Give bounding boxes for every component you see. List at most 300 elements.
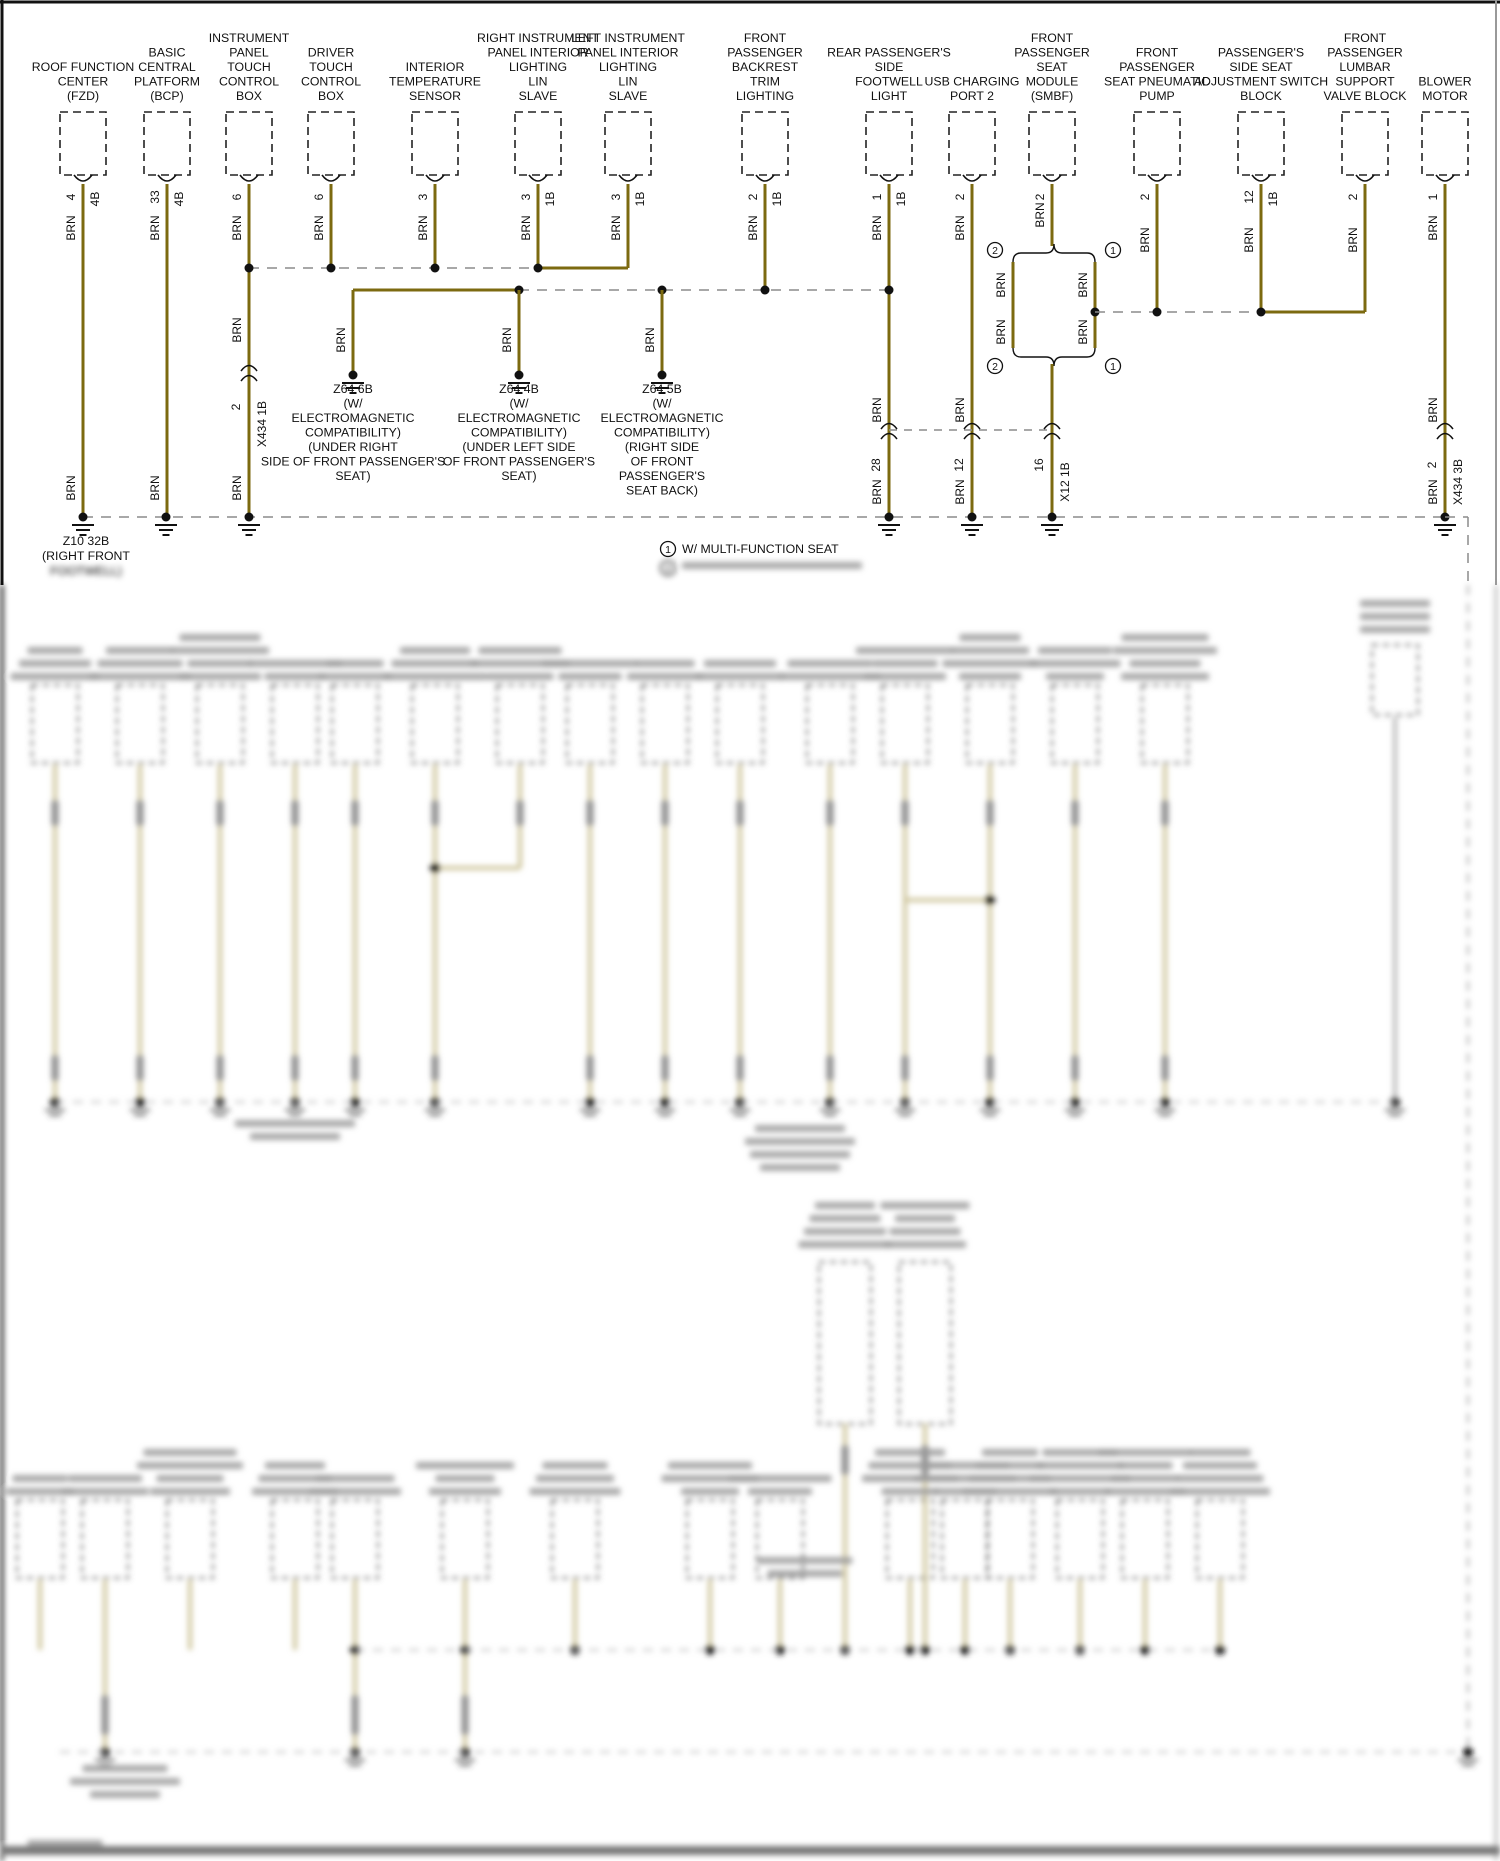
blurred-text xyxy=(760,1164,840,1171)
pin-number: 12 xyxy=(1242,190,1256,204)
blurred-text xyxy=(180,634,261,641)
blurred-connector-mark xyxy=(292,800,299,826)
component-box xyxy=(882,685,928,763)
ground-label-z64-6b: Z64 6B xyxy=(333,382,373,396)
blurred-text xyxy=(559,673,622,680)
component-label: FOOTWELL xyxy=(855,74,923,89)
blurred-text xyxy=(392,660,479,667)
blurred-text xyxy=(179,673,261,680)
component-label: (BCP) xyxy=(150,89,184,103)
blurred-text xyxy=(815,1202,875,1209)
inline-pin-number: 28 xyxy=(869,458,883,472)
component-label: USB CHARGING xyxy=(924,74,1020,89)
component-label: BACKREST xyxy=(731,60,799,74)
blurred-text xyxy=(704,660,776,667)
variant-number: 2 xyxy=(665,562,671,575)
connector-bump-icon xyxy=(1252,175,1270,181)
blurred-text xyxy=(1360,626,1430,633)
inline-connector-name: X12 1B xyxy=(1058,462,1072,502)
blurred-text xyxy=(106,647,174,654)
pin-number: 6 xyxy=(230,193,244,201)
blurred-text xyxy=(13,1475,68,1482)
component-left-lin xyxy=(571,31,685,268)
ground-symbol xyxy=(1434,513,1456,536)
blurred-text xyxy=(487,673,554,680)
blurred-connector-mark xyxy=(662,800,669,826)
component-box xyxy=(757,1500,803,1578)
wire-color-label: BRN xyxy=(870,479,884,505)
component-box xyxy=(412,685,458,763)
component-label: MOTOR xyxy=(1422,89,1468,103)
ground-label-z64-4b: (W/ xyxy=(509,396,529,411)
blurred-text xyxy=(755,1125,845,1132)
blurred-text xyxy=(416,1462,514,1469)
component-label: BASIC xyxy=(148,45,186,60)
blurred-text xyxy=(758,1557,853,1564)
blurred-text xyxy=(1118,1462,1173,1469)
component-label: PASSENGER xyxy=(727,45,803,60)
connector-label: 1B xyxy=(1266,191,1280,207)
page-bottom-edge xyxy=(0,1846,1500,1855)
component-box xyxy=(967,685,1013,763)
component-footwell-light xyxy=(827,46,951,518)
ground-label-z64-4b: (UNDER LEFT SIDE xyxy=(462,440,576,454)
ground-symbol xyxy=(155,513,177,536)
component-label: SLAVE xyxy=(518,89,558,103)
blurred-text xyxy=(1122,634,1209,641)
component-label: INTERIOR xyxy=(405,60,465,74)
variant-number: 2 xyxy=(992,360,998,373)
inline-pin-number: 12 xyxy=(952,458,966,472)
wire-color-label: BRN xyxy=(64,215,78,241)
blurred-connector-mark xyxy=(432,800,439,826)
blurred-text xyxy=(1098,1449,1192,1456)
ground-label-z10-32b: Z10 32B xyxy=(62,534,110,548)
component-label: LUMBAR xyxy=(1339,60,1391,74)
blurred-text xyxy=(318,673,392,680)
blurred-connector-mark xyxy=(1072,800,1079,826)
blurred-text xyxy=(137,1462,243,1469)
blurred-connector-mark xyxy=(587,800,594,826)
blurred-text xyxy=(890,1228,961,1235)
component-box xyxy=(1342,112,1388,175)
component-label: TOUCH xyxy=(227,60,271,74)
component-box xyxy=(144,112,190,175)
component-label: PLATFORM xyxy=(133,74,201,89)
brace-icon xyxy=(1013,348,1095,366)
ground-label-z64-5b: Z64 5B xyxy=(642,382,682,396)
blurred-connector-mark xyxy=(902,800,909,826)
component-label: CONTROL xyxy=(218,74,280,89)
blurred-text xyxy=(1049,1488,1111,1495)
blurred-text xyxy=(28,1840,103,1847)
blurred-text xyxy=(530,1488,621,1495)
component-box xyxy=(442,1500,488,1578)
junction-dot xyxy=(162,513,171,522)
blurred-connector-mark xyxy=(352,1055,359,1081)
component-right-lin xyxy=(477,31,600,268)
component-box xyxy=(197,685,243,763)
inline-connector-name: X434 1B xyxy=(255,400,269,448)
connector-bump-icon xyxy=(158,175,176,181)
blurred-connector-mark xyxy=(217,800,224,826)
blurred-text xyxy=(799,1241,892,1248)
connector-bump-icon xyxy=(74,175,92,181)
component-label: RIGHT INSTRUMENT xyxy=(476,31,600,45)
connector-bump-icon xyxy=(322,175,340,181)
blurred-text xyxy=(976,1462,1045,1469)
blurred-text xyxy=(729,1475,832,1482)
component-box xyxy=(1238,112,1284,175)
blurred-text xyxy=(400,647,470,654)
connector-label: 4B xyxy=(88,191,102,207)
ground-label-z64-4b: COMPATIBILITY) xyxy=(471,425,567,440)
component-box xyxy=(552,1500,598,1578)
blurred-text xyxy=(19,660,91,667)
component-box xyxy=(1197,1500,1243,1578)
component-label: PANEL xyxy=(229,45,269,60)
component-label: PASSENGER'S xyxy=(1217,45,1305,60)
blurred-text xyxy=(875,1449,945,1456)
blurred-connector-mark xyxy=(587,1055,594,1081)
blurred-text xyxy=(627,673,703,680)
component-box xyxy=(717,685,763,763)
component-label: CENTER xyxy=(57,74,109,89)
blurred-text xyxy=(1036,1462,1124,1469)
component-box xyxy=(1142,685,1188,763)
component-box xyxy=(1029,112,1075,175)
ground-label-z64-5b: OF FRONT xyxy=(630,454,694,469)
connector-bump-icon xyxy=(1148,175,1166,181)
component-label: MODULE xyxy=(1025,74,1079,89)
ground-symbol xyxy=(961,513,983,536)
blurred-connector-mark xyxy=(827,800,834,826)
component-box xyxy=(1422,112,1468,175)
wire-color-label: BRN xyxy=(994,272,1008,298)
blurred-text xyxy=(895,1215,955,1222)
blurred-text xyxy=(856,647,954,654)
blurred-text xyxy=(768,1570,843,1577)
blurred-connector-mark xyxy=(462,1695,469,1735)
junction-dot xyxy=(79,513,88,522)
blurred-text xyxy=(1130,660,1201,667)
blurred-text xyxy=(1121,673,1209,680)
junction-dot xyxy=(534,264,543,273)
ground-label-z64-6b: (UNDER RIGHT xyxy=(308,440,398,454)
ground-symbol xyxy=(878,513,900,536)
blurred-text xyxy=(429,1488,501,1495)
ground-symbol xyxy=(238,513,260,536)
blurred-connector-mark xyxy=(137,800,144,826)
component-label: LEFT INSTRUMENT xyxy=(571,31,685,45)
component-box xyxy=(1134,112,1180,175)
component-box xyxy=(687,1500,733,1578)
component-label: FRONT xyxy=(1343,31,1387,45)
junction-dot xyxy=(761,286,770,295)
wire-color-label: BRN xyxy=(994,319,1008,345)
wire-color-label: BRN xyxy=(64,475,78,501)
blurred-text xyxy=(1170,1488,1270,1495)
component-label: LIGHT xyxy=(870,89,908,103)
blurred-text xyxy=(144,1449,237,1456)
component-label: PANEL INTERIOR xyxy=(577,45,679,60)
component-label: LIGHTING xyxy=(598,60,658,74)
ground-label-z64-6b: COMPATIBILITY) xyxy=(305,425,401,440)
blurred-text xyxy=(542,660,638,667)
component-bcp xyxy=(134,46,200,518)
component-label: SLAVE xyxy=(608,89,648,103)
blurred-connector-mark xyxy=(517,800,524,826)
connector-label: 1B xyxy=(894,191,908,207)
variant-marker-2 xyxy=(661,561,676,576)
blurred-connector-mark xyxy=(987,800,994,826)
component-box xyxy=(942,1500,988,1578)
component-label: (FZD) xyxy=(66,89,100,103)
blurred-text xyxy=(696,673,785,680)
junction-dot xyxy=(431,264,440,273)
ground-label-z64-4b: SEAT) xyxy=(501,469,537,483)
junction-dot xyxy=(1257,308,1266,317)
component-label: SEAT xyxy=(1036,60,1068,74)
connector-bump-icon xyxy=(619,175,637,181)
blurred-text xyxy=(951,647,1029,654)
component-label: ROOF FUNCTION xyxy=(31,60,135,74)
component-box xyxy=(167,1500,213,1578)
component-label: CONTROL xyxy=(300,74,362,89)
component-label: SEAT PNEUMATIC xyxy=(1104,74,1210,89)
blurred-text xyxy=(1183,1462,1257,1469)
component-smbf xyxy=(1014,31,1090,246)
ground-symbol xyxy=(72,513,94,536)
pin-number: 2 xyxy=(746,193,760,201)
blurred-text xyxy=(543,1462,608,1469)
blurred-connector-mark xyxy=(842,1445,849,1475)
blurred-text xyxy=(960,634,1021,641)
junction-dot xyxy=(985,895,995,905)
component-label: SIDE xyxy=(874,60,904,74)
blurred-text xyxy=(316,1475,395,1482)
blurred-connector-mark xyxy=(662,1055,669,1081)
blurred-connector-mark xyxy=(432,1055,439,1081)
blurred-text xyxy=(250,1133,340,1140)
ground-label-z64-4b: OF FRONT PASSENGER'S xyxy=(442,454,596,469)
blurred-text xyxy=(265,1462,325,1469)
wire-color-label: BRN xyxy=(230,215,244,241)
component-label: VALVE BLOCK xyxy=(1323,89,1407,103)
wire-color-label: BRN xyxy=(1426,479,1440,505)
variant-marker-1 xyxy=(1106,359,1121,374)
pin-number: 33 xyxy=(148,190,162,204)
blurred-text xyxy=(11,673,100,680)
component-driver-touch xyxy=(301,46,361,269)
component-lumbar-valve xyxy=(1324,31,1408,312)
inline-pin-number: 2 xyxy=(229,403,243,411)
inline-pin-number: 16 xyxy=(1032,458,1046,472)
component-box xyxy=(272,685,318,763)
component-box xyxy=(807,685,853,763)
component-label: SIDE SEAT xyxy=(1229,60,1293,74)
inline-pin-number: 2 xyxy=(1425,461,1439,469)
blurred-connector-mark xyxy=(737,1055,744,1081)
blurred-text xyxy=(873,660,938,667)
blurred-text xyxy=(536,1475,614,1482)
blurred-text xyxy=(28,647,83,654)
blurred-text xyxy=(68,1475,142,1482)
blurred-text xyxy=(150,1488,230,1495)
blurred-text xyxy=(157,1475,224,1482)
component-box xyxy=(497,685,543,763)
blurred-text xyxy=(682,562,862,569)
ground-label-z64-5b: (RIGHT SIDE xyxy=(624,440,700,454)
blurred-connector-mark xyxy=(1162,800,1169,826)
component-box xyxy=(82,1500,128,1578)
junction-dot xyxy=(245,264,254,273)
junction-dot xyxy=(658,371,667,380)
connector-bump-icon xyxy=(240,175,258,181)
component-label: INSTRUMENT xyxy=(208,31,290,45)
variant-marker-1 xyxy=(1106,243,1121,258)
blurred-text xyxy=(62,1488,149,1495)
blurred-text xyxy=(1190,1449,1251,1456)
connector-label: 1B xyxy=(770,191,784,207)
blurred-text xyxy=(1046,673,1104,680)
wire-color-label: BRN xyxy=(1076,272,1090,298)
junction-dot xyxy=(885,513,894,522)
ground-label-z64-5b: COMPATIBILITY) xyxy=(614,425,710,440)
component-label: FRONT xyxy=(1030,31,1074,45)
junction-dot xyxy=(430,863,440,873)
component-box xyxy=(17,1500,63,1578)
ground-label-z64-6b: (W/ xyxy=(343,396,363,411)
component-box xyxy=(412,112,458,175)
blurred-text xyxy=(83,1765,168,1772)
component-box xyxy=(332,685,378,763)
blurred-connector-mark xyxy=(987,1055,994,1081)
wire-color-label: BRN xyxy=(953,397,967,423)
component-box xyxy=(567,685,613,763)
blurred-connector-mark xyxy=(52,1055,59,1081)
blurred-connector-mark xyxy=(217,1055,224,1081)
pin-number: 2 xyxy=(1033,193,1047,201)
pin-number: 1 xyxy=(870,193,884,201)
wire-color-label: BRN xyxy=(500,327,514,353)
wire-color-label: BRN xyxy=(953,215,967,241)
blurred-text xyxy=(982,1449,1038,1456)
pin-number: 2 xyxy=(1138,193,1152,201)
wire-color-label: BRN xyxy=(519,215,533,241)
component-label: REAR PASSENGER'S xyxy=(827,45,951,60)
component-label: TEMPERATURE xyxy=(388,74,482,89)
ground-label-z64-5b: ELECTROMAGNETIC xyxy=(600,411,724,425)
blurred-text xyxy=(681,1488,739,1495)
component-box xyxy=(642,685,688,763)
variant-marker-2 xyxy=(988,243,1003,258)
connector-bump-icon xyxy=(1043,175,1061,181)
blurred-text xyxy=(959,673,1021,680)
pin-number: 3 xyxy=(609,193,623,201)
component-label: PASSENGER xyxy=(1327,45,1403,60)
blurred-text xyxy=(1030,660,1121,667)
component-label: PUMP xyxy=(1139,89,1175,103)
junction-dot xyxy=(885,286,894,295)
junction-dot xyxy=(1463,1747,1473,1757)
wire-color-label: BRN xyxy=(334,327,348,353)
diagram-top-section xyxy=(0,0,1500,585)
junction-dot xyxy=(349,371,358,380)
component-label: LIN xyxy=(618,74,638,89)
component-label: BLOWER xyxy=(1418,74,1472,89)
blurred-text xyxy=(750,1151,850,1158)
wire-color-label: BRN xyxy=(953,479,967,505)
ground-label-z64-6b: SIDE OF FRONT PASSENGER'S xyxy=(260,454,446,469)
wire-color-label: BRN xyxy=(643,327,657,353)
ground-label-z64-6b: SEAT) xyxy=(335,469,371,483)
ground-label-z10-32b: FOOTWELL) xyxy=(50,564,122,578)
blurred-text xyxy=(636,660,695,667)
wire-color-label: BRN xyxy=(1138,227,1152,253)
pin-number: 6 xyxy=(312,193,326,201)
component-box xyxy=(308,112,354,175)
component-int-temp xyxy=(389,60,481,268)
junction-dot xyxy=(968,513,977,522)
ground-symbol xyxy=(1041,513,1063,536)
blurred-text xyxy=(98,660,183,667)
blurred-text xyxy=(788,660,873,667)
wire-color-label: BRN xyxy=(1346,227,1360,253)
component-box xyxy=(332,1500,378,1578)
component-box xyxy=(605,112,651,175)
blurred-connector-mark xyxy=(52,800,59,826)
blurred-connector-mark xyxy=(102,1695,109,1735)
variant-number: 1 xyxy=(665,543,671,556)
component-box xyxy=(1057,1500,1103,1578)
blurred-text xyxy=(1113,647,1217,654)
component-label: FRONT xyxy=(743,31,787,45)
ground-label-z64-5b: SEAT BACK) xyxy=(626,483,698,498)
wire-color-label: BRN xyxy=(416,215,430,241)
wire-color-label: BRN xyxy=(870,215,884,241)
component-label: DRIVER xyxy=(307,45,355,60)
variant-marker-2 xyxy=(988,359,1003,374)
variant-number: 1 xyxy=(1110,360,1116,373)
component-box xyxy=(742,112,788,175)
blurred-connector-mark xyxy=(737,800,744,826)
blurred-text xyxy=(748,1488,812,1495)
ground-label-z64-4b: ELECTROMAGNETIC xyxy=(457,411,581,425)
component-label: BOX xyxy=(318,89,344,103)
component-box xyxy=(987,1500,1033,1578)
blurred-connector-mark xyxy=(827,1055,834,1081)
component-box xyxy=(32,685,78,763)
connector-bump-icon xyxy=(426,175,444,181)
connector-bump-icon xyxy=(1356,175,1374,181)
component-box xyxy=(515,112,561,175)
footnote-text: W/ MULTI-FUNCTION SEAT xyxy=(682,542,839,556)
blurred-text xyxy=(479,647,562,654)
component-fzd xyxy=(32,60,134,517)
connector-bump-icon xyxy=(880,175,898,181)
component-box xyxy=(117,685,163,763)
blurred-text xyxy=(327,660,384,667)
blurred-text xyxy=(171,647,269,654)
pin-number: 1 xyxy=(1426,193,1440,201)
component-box xyxy=(819,1262,871,1424)
component-box xyxy=(1372,645,1418,715)
blurred-connector-mark xyxy=(137,1055,144,1081)
ground-label-z64-6b: ELECTROMAGNETIC xyxy=(291,411,415,425)
blurred-text xyxy=(265,673,326,680)
wire-color-label: BRN xyxy=(746,215,760,241)
